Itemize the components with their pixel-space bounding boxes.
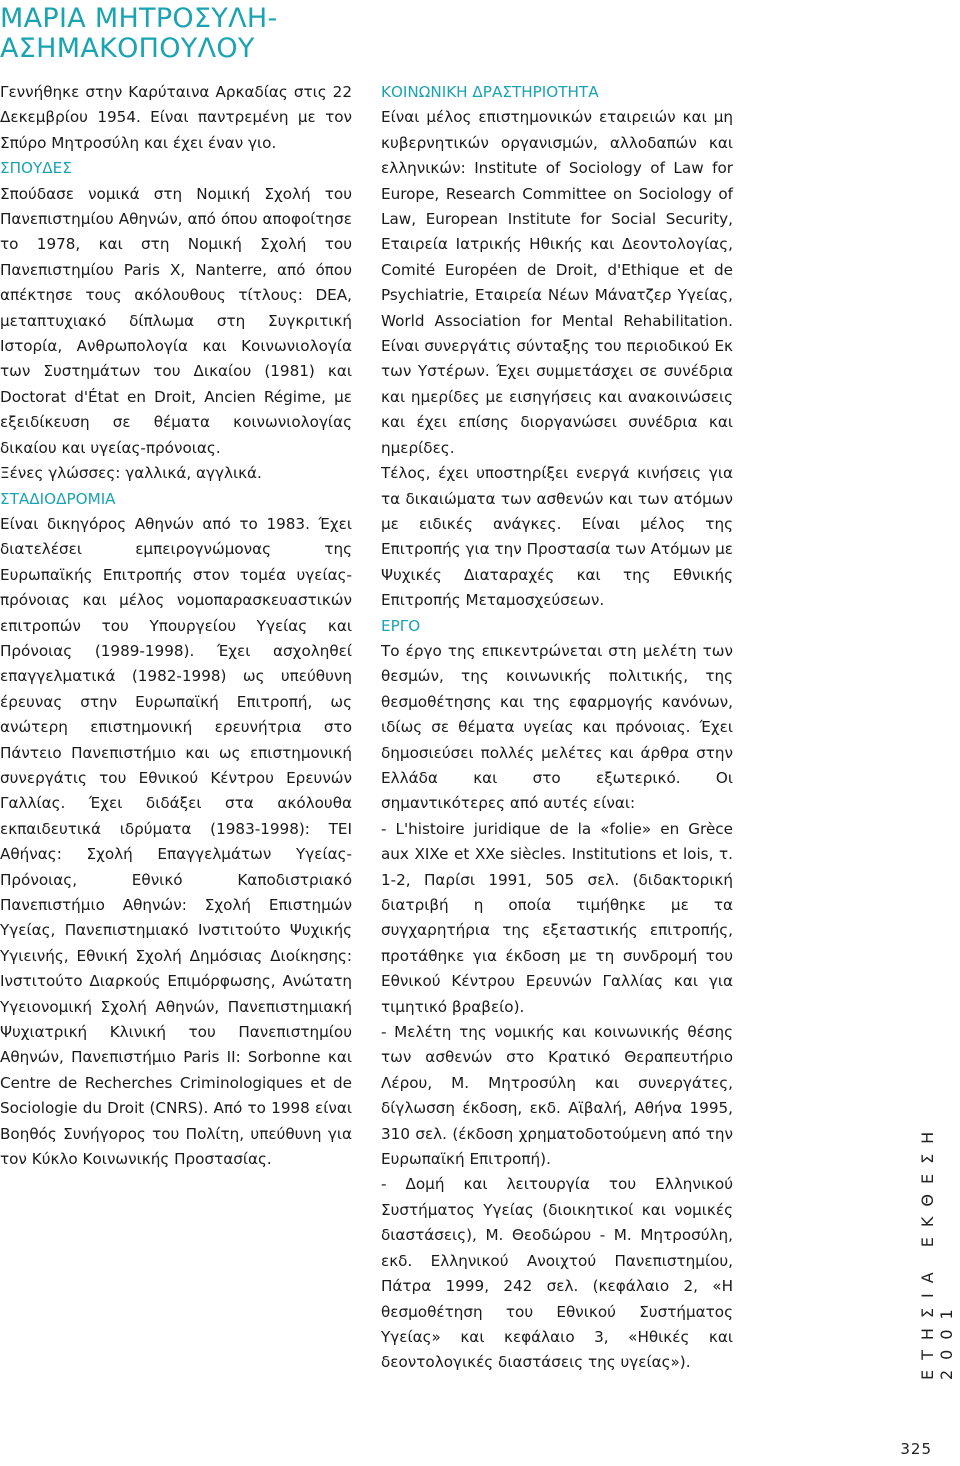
right-column <box>381 80 733 1376</box>
page-title <box>0 4 380 64</box>
studies-paragraph: Σπούδασε νομικά στη Νομική Σχολή του Πανεπιστημίου Αθηνών, από όπου αποφοίτησε το 1978, και στη Νομική Σχολή του Πανεπιστημίου Paris X, Nanterre, από όπου απέκτησε τους ακόλουθους τίτλους: DEA, μεταπτυχιακό δίπλωμα στη Συγκριτική Ιστορία, Ανθρωπολογία και Κοινωνιολογία των Συστημάτων του Δικαίου (1981) και Doctorat d'État en Droit, Ancien Régime, με εξειδίκευση σε θέματα κοινωνιολογίας δικαίου και υγείας-πρόνοιας. <box>0 184 352 457</box>
career-paragraph: Είναι δικηγόρος Αθηνών από το 1983. Έχει διατελέσει εμπειρογνώμονας της Ευρωπαϊκής Επιτροπής στον τομέα υγείας-πρόνοιας και μέλος νομοπαρασκευαστικών επιτροπών του Υπουργείου Υγείας και Πρόνοιας (1989-1998). Έχει ασχοληθεί επαγγελματικά (1982-1998) ως υπεύθυνη έρευνας στην Ευρωπαϊκή Επιτροπή, ως ανώτερη επιστημονική ερευνήτρια στο Πάντειο Πανεπιστήμιο και ως επιστημονική συνεργάτις του Εθνικού Κέντρου Ερευνών Γαλλίας. Έχει διδάξει στα ακόλουθα εκπαιδευτικά ιδρύματα (1983-1998): ΤΕΙ Αθήνας: Σχολή Επαγγελμάτων Υγείας-Πρόνοιας, Εθνικό Καποδιστριακό Πανεπιστήμιο Αθηνών: Σχολή Επιστημών Υγείας, Πανεπιστημιακό Ινστιτούτο Ψυχικής Υγιεινής, Εθνική Σχολή Δημόσιας Διοίκησης: Ινστιτούτο Διαρκούς Επιμόρφωσης, Ανώτατη Υγειονομική Σχολή Αθηνών, Πανεπιστημιακή Ψυχιατρική Κλινική του Πανεπιστημίου Αθηνών, Πανεπιστήμιο Paris II: Sorbonne και Centre de Recherches Criminologiques et de Sociologie du Droit (CNRS). Από το 1998 είναι Βοηθός Συνήγορος του Πολίτη, υπεύθυνη για τον Κύκλο Κοινωνικής Προστασίας. <box>0 514 352 1169</box>
work-heading: ΕΡΓΟ <box>381 616 421 635</box>
left-column <box>0 80 352 1172</box>
studies-heading: ΣΠΟΥΔΕΣ <box>0 159 72 178</box>
publication-item: - Δομή και λειτουργία του Ελληνικού Συστήματος Υγείας (διοικητικοί και νομικές διαστάσεις), Μ. Θεοδώρου - Μ. Μητροσύλη, εκδ. Ελληνικού Ανοιχτού Πανεπιστημίου, Πάτρα 1999, 242 σελ. (κεφάλαιο 2, «Η θεσμοθέτηση του Εθνικού Συστήματος Υγείας» και κεφάλαιο 3, «Ηθικές και δεοντολογικές διαστάσεις της υγείας»). <box>381 1175 733 1372</box>
intro-paragraph: Γεννήθηκε στην Καρύταινα Αρκαδίας στις 22 Δεκεμβρίου 1954. Είναι παντρεμένη με τον Σπύρο Μητροσύλη και έχει έναν γιο. <box>0 83 352 152</box>
social-heading: ΚΟΙΝΩΝΙΚΗ ΔΡΑΣΤΗΡΙΟΤΗΤΑ <box>381 83 599 101</box>
title-line-2: ΑΣΗΜΑΚΟΠΟΥΛΟΥ <box>0 33 255 64</box>
languages-paragraph: Ξένες γλώσσες: γαλλικά, αγγλικά. <box>0 464 262 483</box>
social-paragraph-2: Τέλος, έχει υποστηρίξει ενεργά κινήσεις για τα δικαιώματα των ασθενών και των ατόμων με ειδικές ανάγκες. Είναι μέλος της Επιτροπής για την Προστασία των Ατόμων με Ψυχικές Διαταραχές και της Εθνικής Επιτροπής Μεταμοσχεύσεων. <box>381 464 733 610</box>
publication-item: - Μελέτη της νομικής και κοινωνικής θέσης των ασθενών στο Κρατικό Θεραπευτήριο Λέρου, Μ. Μητροσύλη και συνεργάτες, δίγλωσση έκδοση, εκδ. Αϊβαλή, Αθήνα 1995, 310 σελ. (έκδοση χρηματοδοτούμενη από την Ευρωπαϊκή Επιτροπή). <box>381 1023 733 1169</box>
career-heading: ΣΤΑΔΙΟΔΡΟΜΙΑ <box>0 489 116 508</box>
work-paragraph: Το έργο της επικεντρώνεται στη μελέτη των θεσμών, της κοινωνικής πολιτικής, της θεσμοθέτησης και της εφαρμογής κανόνων, ιδίως σε θέματα υγείας και πρόνοιας. Έχει δημοσιεύσει πολλές μελέτες και άρθρα στην Ελλάδα και στο εξωτερικό. Οι σημαντικότερες από αυτές είναι: <box>381 641 733 813</box>
title-line-1: ΜΑΡΙΑ ΜΗΤΡΟΣΥΛΗ- <box>0 3 278 34</box>
annual-report-sidebar-label: ΕΤΗΣΙΑ ΕΚΘΕΣΗ 2001 <box>918 1121 956 1380</box>
page-number: 325 <box>900 1440 932 1458</box>
publication-item: - L'histoire juridique de la «folie» en Grèce aux XIXe et XXe siècles. Institutions et lois, τ. 1-2, Παρίσι 1991, 505 σελ. (διδακτορική διατριβή η οποία τιμήθηκε με τα συγχαρητήρια της εξεταστικής επιτροπής, προτάθηκε για έκδοση με τη συνδρομή του Εθνικού Κέντρου Ερευνών Γαλλίας και για τιμητικό βραβείο). <box>381 819 733 1016</box>
social-paragraph: Είναι μέλος επιστημονικών εταιρειών και μη κυβερνητικών οργανισμών, αλλοδαπών και ελληνικών: Institute of Sociology of Law for Europe, Research Committee on Sociology of Law, European Institute for Social Security, Εταιρεία Ιατρικής Ηθικής και Δεοντολογίας, Comité Européen de Droit, d'Ethique et de Psychiatrie, Εταιρεία Νέων Μάνατζερ Υγείας, World Association for Mental Rehabilitation. Είναι συνεργάτις σύνταξης του περιοδικού Εκ των Υστέρων. Έχει συμμετάσχει σε συνέδρια και ημερίδες με εισηγήσεις και ανακοινώσεις και έχει επίσης διοργανώσει συνέδρια και ημερίδες. <box>381 108 733 457</box>
